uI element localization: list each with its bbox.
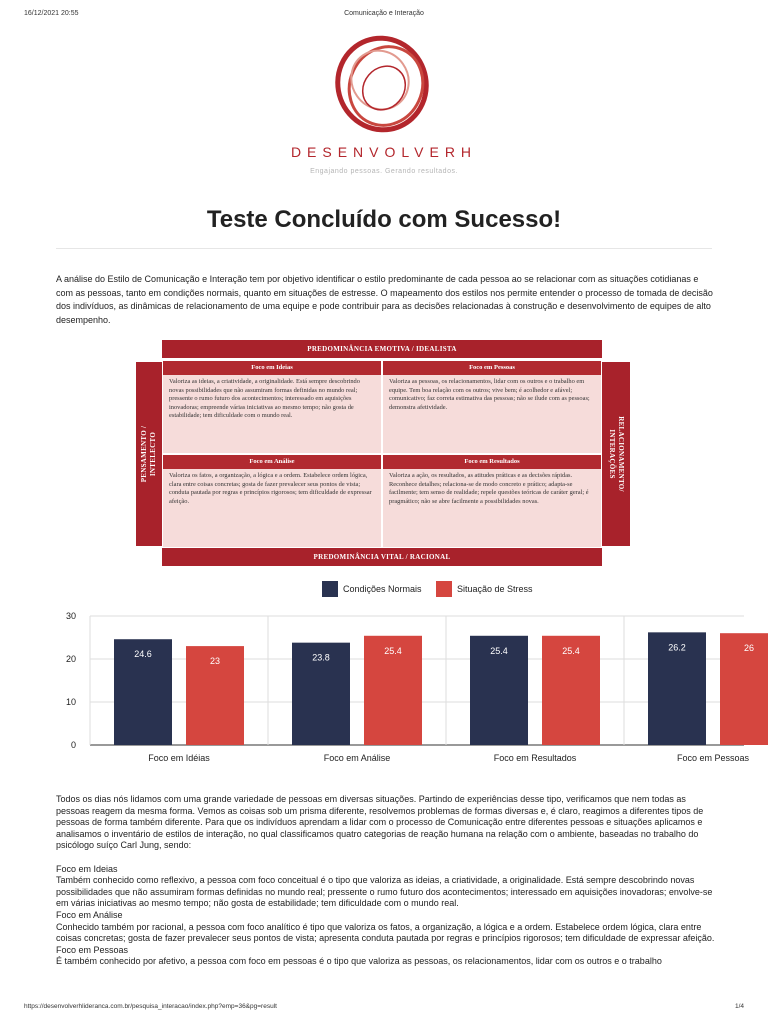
legend-item-normal[interactable] (322, 581, 422, 597)
band-vital-rational: PREDOMINÂNCIA VITAL / RACIONAL (162, 548, 602, 566)
bar-value-label: 24.6 (134, 649, 152, 660)
quadrant-ideas (162, 360, 382, 454)
section-heading-ideas: Foco em Ideias (56, 863, 118, 874)
quadrant-title: Foco em Ideias (163, 361, 381, 375)
quadrant-text: Valoriza as ideias, a criatividade, a originalidade. Está sempre descobrindo novas possibilidades que não assumiram formas definidas no mundo real; pressente o rumo futuro dos acontecimentos; interessado em aquisições inovadoras; empreende várias iniciativas ao mesmo tempo; não gosta de estabilidade; tem dificuldade com o mundo real. (169, 378, 360, 420)
bar-value-label: 25.4 (384, 645, 402, 656)
quadrant-title: Foco em Pessoas (383, 361, 601, 375)
bar-value-label: 25.4 (490, 645, 508, 656)
brand-name: DESENVOLVERH (290, 144, 478, 160)
bar-value-label: 26 (743, 643, 755, 654)
print-document-title: Comunicação e Interação (344, 10, 424, 17)
legend-label-normal: Condições Normais (343, 584, 422, 594)
y-tick-label: 10 (65, 697, 76, 707)
quadrant-title: Foco em Análise (163, 455, 381, 469)
title-divider (56, 248, 712, 249)
x-category-label: Foco em Análise (323, 753, 391, 763)
band-left-line-2: INTELECTO (149, 431, 157, 477)
communication-styles-grid (136, 340, 630, 568)
y-tick-label: 20 (65, 654, 76, 664)
quadrant-people (382, 360, 602, 454)
x-category-label: Foco em Resultados (493, 753, 577, 763)
bar-value-label: 23 (209, 656, 221, 667)
quadrant-analysis (162, 454, 382, 548)
bar-value-label: 26.2 (668, 642, 686, 653)
body-spacer (56, 852, 716, 864)
brand-tagline: Engajando pessoas. Gerando resultados. (310, 168, 458, 175)
band-left-line-1: PENSAMENTO / (140, 425, 148, 483)
legend-swatch-stress (436, 581, 452, 597)
print-header (24, 10, 744, 22)
bar-value-label: 23.8 (312, 652, 330, 663)
section-heading-people: Foco em Pessoas (56, 944, 129, 955)
y-tick-label: 30 (65, 611, 76, 621)
band-relationship-interactions (602, 362, 630, 546)
section-heading-analysis: Foco em Análise (56, 909, 123, 920)
quadrant-text: Valoriza as pessoas, os relacionamentos, lidar com os outros e o trabalho em equipe. Tem boa relação com os outros; vive bem; é acolhedor e afável; comunicativo; faz correta estimativa das pessoas; não se ilude com as pessoas; demonstra afetividade. (389, 378, 590, 411)
legend-item-stress[interactable] (436, 581, 533, 597)
band-right-line-2: INTERAÇÕES (608, 429, 616, 479)
band-emotive-idealist: PREDOMINÂNCIA EMOTIVA / IDEALISTA (162, 340, 602, 358)
x-category-label: Foco em Idéias (148, 753, 210, 763)
print-footer (24, 1003, 744, 1013)
legend-label-stress: Situação de Stress (457, 584, 533, 594)
quadrant-text: Valoriza os fatos, a organização, a lógica e a ordem. Estabelece ordem lógica, clara entre coisas concretas; gosta de fazer prevalecer seus pontos de vista; conduta pautada por regras e princípios rigorosos; tem dificuldade de expressar afeição. (169, 472, 372, 505)
body-paragraph-1: Todos os dias nós lidamos com uma grande variedade de pessoas em diversas situações. Partindo de experiências desse tipo, verificamos que nem todas as pessoas reagem da mesma forma. Vemos as coisas sob um prisma diferente, resolvemos problemas de formas diversas e, é claro, reagimos a diferentes tipos de pessoas de forma também diferente. Para que os indivíduos aprendam a lidar com o processo de Comunicação entre diferentes pessoas e situações aplicamos e analisamos o inventário de estilos de interação, no qual classificamos quatro categorias de reação humana na relação com o ambiente, baseadas no trabalho do psicólogo suíço Carl Jung, sendo: (56, 794, 704, 851)
print-page-number: 1/4 (734, 1003, 744, 1010)
legend-swatch-normal (322, 581, 338, 597)
bar-chart-svg (56, 606, 755, 770)
quadrant-text: Valoriza a ação, os resultados, as atitudes práticas e as decisões rápidas. Reconhece detalhes; relaciona-se de modo concreto e prático; adapta-se facilmente; tem senso de realidade; repele questões teóricas de caráter geral; é pragmático; não se abre facilmente a possibilidades novas. (389, 472, 589, 505)
page-title: Teste Concluído com Sucesso! (206, 206, 562, 233)
print-url: https://desenvolverhlideranca.com.br/pesquisa_interacao/index.php?emp=36&pg=result (24, 1003, 277, 1010)
print-date: 16/12/2021 20:55 (24, 10, 79, 17)
intro-paragraph: A análise do Estilo de Comunicação e Interação tem por objetivo identificar o estilo predominante de cada pessoa ao se relacionar com as situações cotidianas e com as pessoas, tanto em condições normais, quanto em situações de estresse. O mapeamento dos estilos nos permite entender o processo de tomada de decisão dos indivíduos, as dinâmicas de relacionamento de uma equipe e pode contribuir para as decisões relacionadas à construção e desenvolvimento de equipes de alto desempenho. (56, 274, 713, 325)
quadrant-title: Foco em Resultados (383, 455, 601, 469)
section-text-ideas: Também conhecido como reflexivo, a pessoa com foco conceitual é o tipo que valoriza as ideias, a criatividade, a originalidade. Está sempre descobrindo novas possibilidades que não assumiram formas definidas no mundo real; pressente o rumo futuro dos acontecimentos; interessado em aquisições inovadoras; envolve-se em várias iniciativas ao mesmo tempo; não gosta de estabilidade; tem dificuldade com o mundo real. (56, 875, 713, 909)
band-thought-intellect (136, 362, 162, 546)
section-text-people: É também conhecido por afetivo, a pessoa com foco em pessoas é o tipo que valoriza as pessoas, os relacionamentos, lidar com os outros e o trabalho (56, 956, 662, 967)
y-tick-label: 0 (70, 740, 76, 750)
body-text (56, 794, 716, 968)
bar-value-label: 25.4 (562, 645, 580, 656)
x-category-label: Foco em Pessoas (676, 753, 750, 763)
desenvolverh-logo (324, 28, 444, 140)
quadrant-results (382, 454, 602, 548)
section-text-analysis: Conhecido também por racional, a pessoa com foco analítico é tipo que valoriza os fatos, a organização, a lógica e a ordem. Estabelece ordem lógica, clara entre coisas concretas; gosta de fazer prevalecer seus pontos de vista; apresenta conduta pautada por regras e princípios rigorosos; tem dificuldade de expressar afeição. (56, 921, 715, 944)
band-right-line-1: RELACIONAMENTO/ (617, 416, 625, 492)
focus-scores-chart (56, 606, 755, 770)
